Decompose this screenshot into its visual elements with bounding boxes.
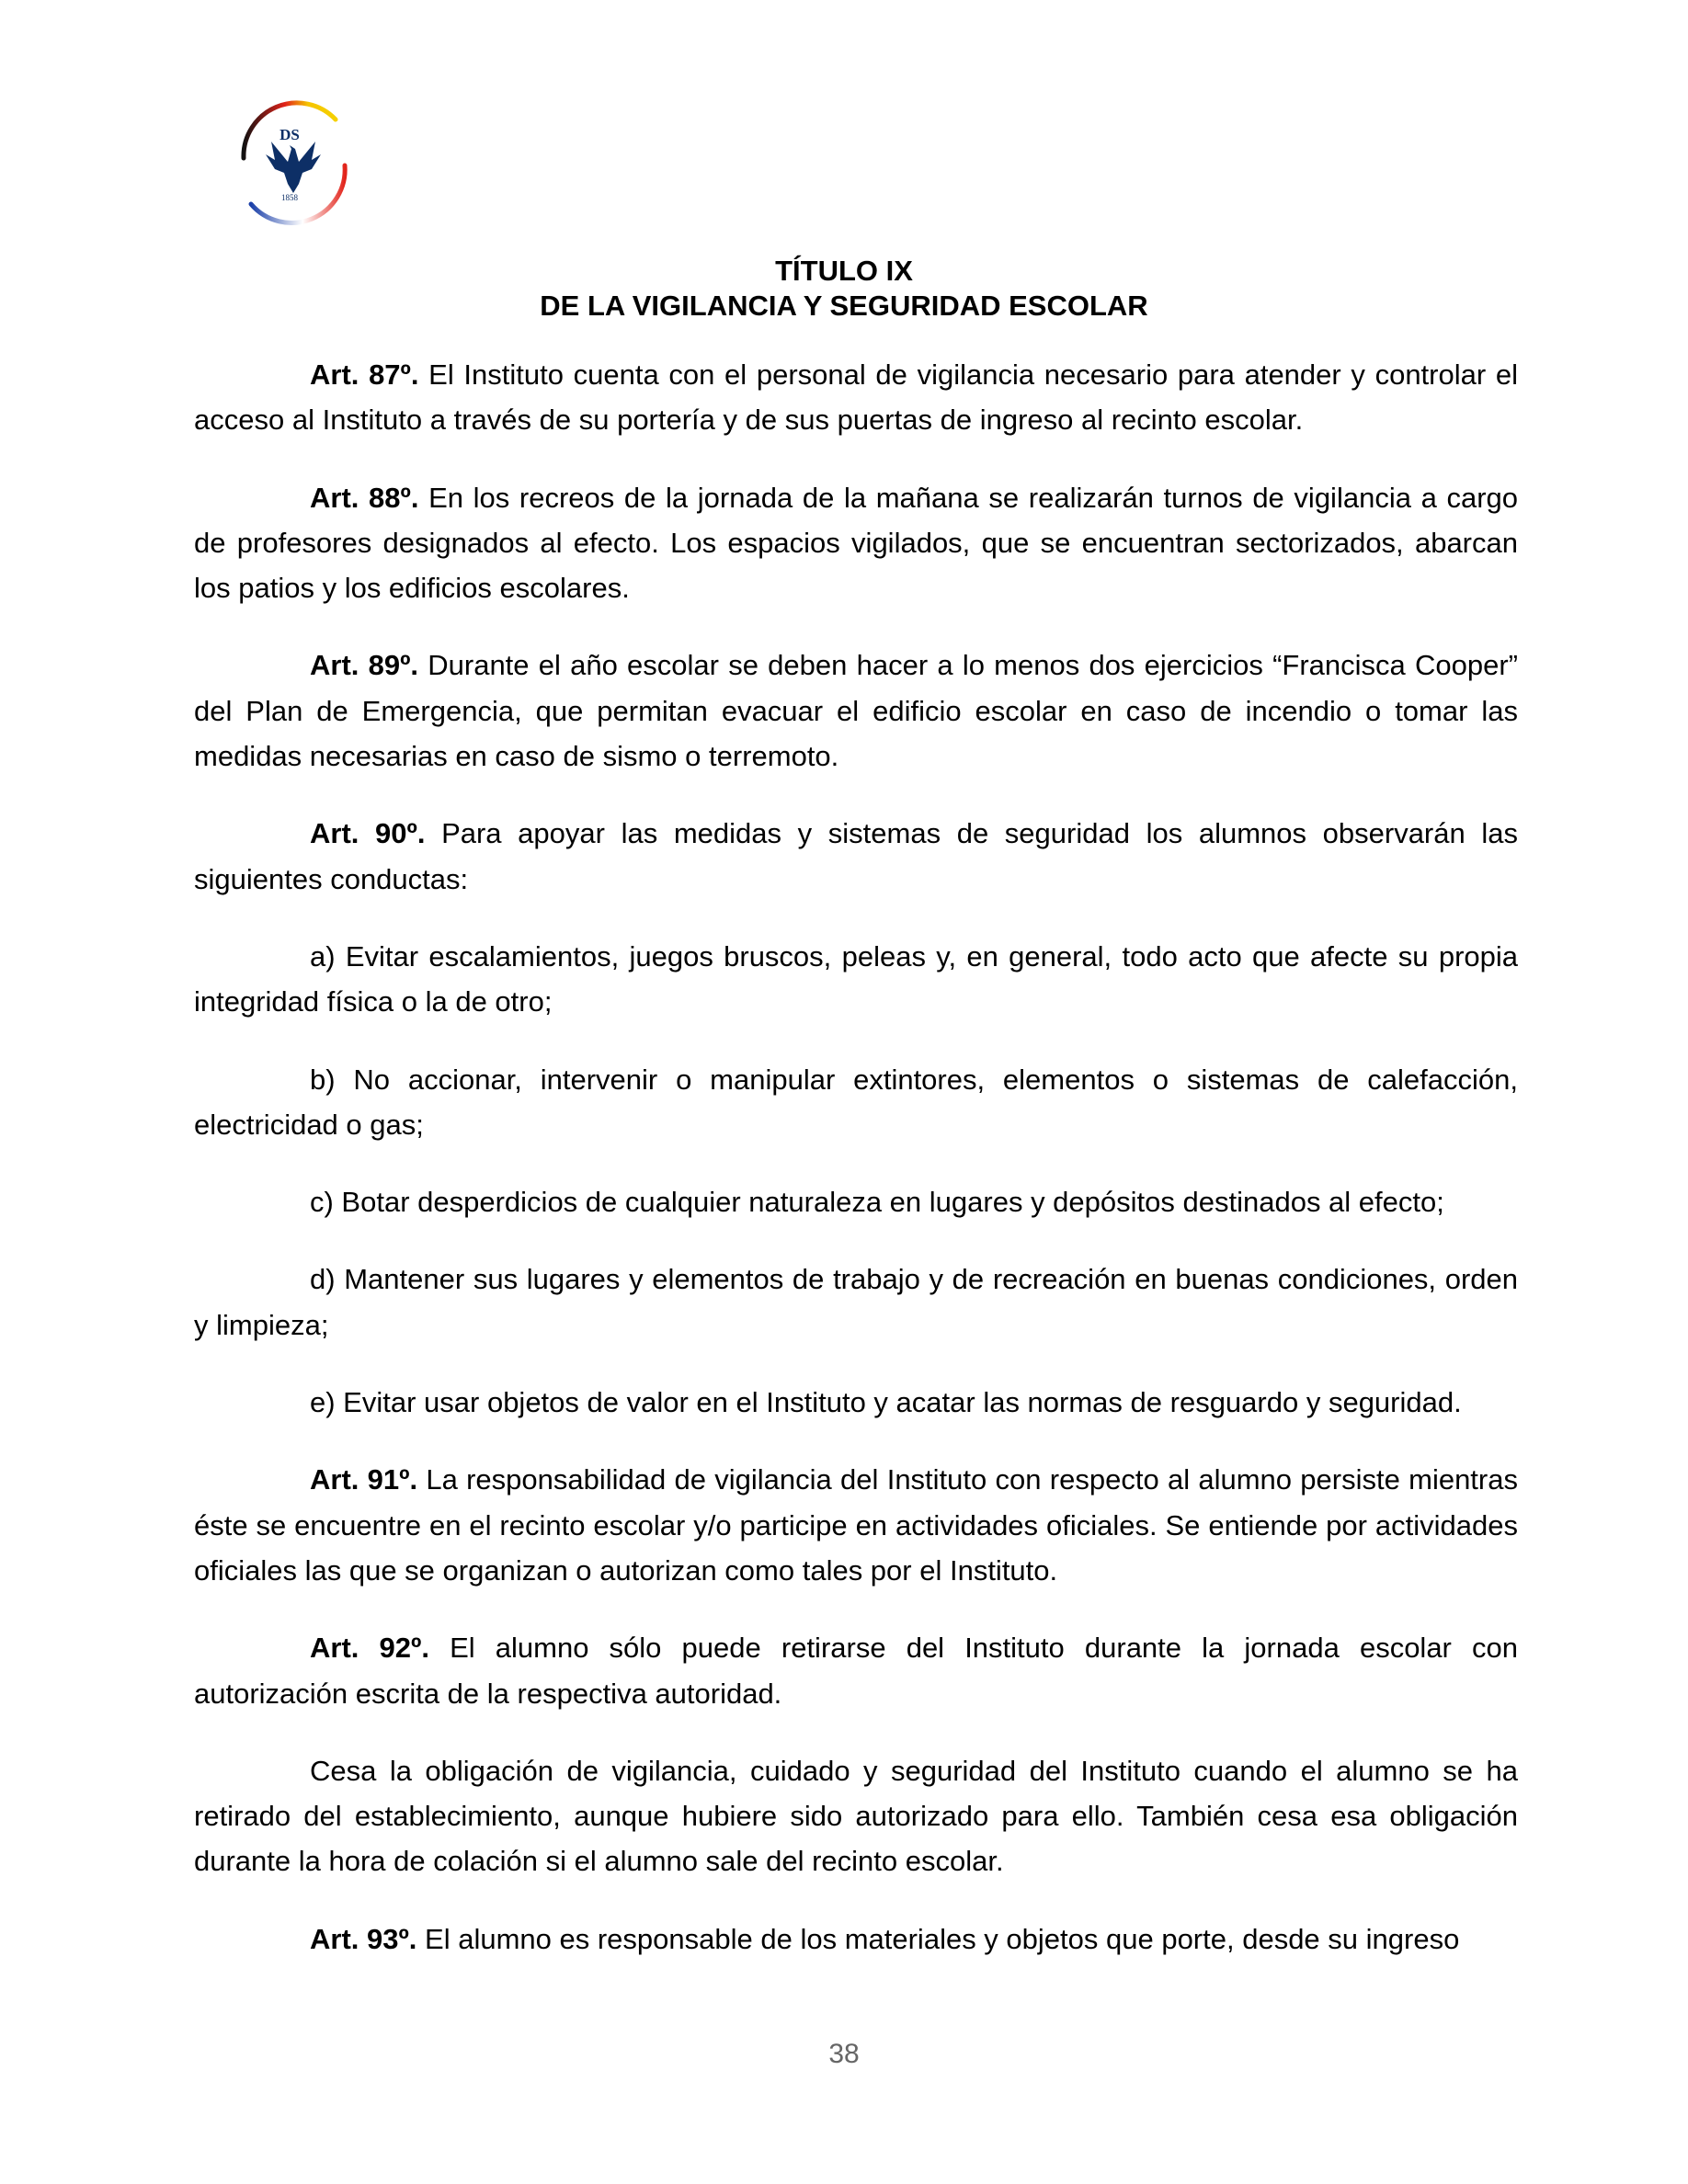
title-number: TÍTULO IX bbox=[775, 255, 913, 287]
school-logo bbox=[225, 92, 363, 230]
title-heading: DE LA VIGILANCIA Y SEGURIDAD ESCOLAR bbox=[540, 290, 1148, 322]
paragraph bbox=[194, 1257, 1518, 1348]
paragraph bbox=[194, 1748, 1518, 1884]
paragraph bbox=[194, 475, 1518, 611]
paragraph-text: a) Evitar escalamientos, juegos bruscos, peleas y, en general, todo acto que afecte su propia integridad física o la de otro; bbox=[194, 939, 1518, 1018]
article-label: Art. 92º. bbox=[310, 1632, 429, 1665]
paragraph-text: d) Mantener sus lugares y elementos de trabajo y de recreación en buenas condiciones, orden y limpieza; bbox=[194, 1263, 1518, 1341]
paragraph-text: El alumno sólo puede retirarse del Instituto durante la jornada escolar con autorización escrita de la respectiva autoridad. bbox=[194, 1632, 1518, 1710]
article-label: Art. 91º. bbox=[310, 1463, 418, 1496]
svg-text:1858: 1858 bbox=[281, 193, 298, 202]
paragraph-text: Cesa la obligación de vigilancia, cuidado y seguridad del Instituto cuando el alumno se ha retirado del establecimiento, aunque hubiere sido autorizado para ello. También cesa esa obligación durante la hora de colación si el alumno sale del recinto escolar. bbox=[194, 1754, 1518, 1878]
article-label: Art. 87º. bbox=[310, 358, 419, 391]
paragraph-text: En los recreos de la jornada de la mañana se realizarán turnos de vigilancia a cargo de profesores designados al efecto. Los espacios vigilados, que se encuentran sectorizados, abarcan los patios y los edificios escolares. bbox=[194, 481, 1519, 605]
paragraph-text: b) No accionar, intervenir o manipular extintores, elementos o sistemas de calefacción, electricidad o gas; bbox=[194, 1063, 1518, 1141]
article-label: Art. 93º. bbox=[310, 1922, 417, 1955]
paragraph-text: e) Evitar usar objetos de valor en el Instituto y acatar las normas de resguardo y seguridad. bbox=[310, 1386, 1462, 1419]
paragraph bbox=[194, 934, 1518, 1025]
article-label: Art. 90º. bbox=[310, 817, 426, 850]
section-title bbox=[0, 254, 1688, 324]
paragraph bbox=[194, 1380, 1518, 1425]
paragraph bbox=[194, 1179, 1518, 1224]
page-number: 38 bbox=[828, 2039, 860, 2069]
svg-text:DS: DS bbox=[279, 126, 300, 143]
paragraph-text: Durante el año escolar se deben hacer a lo menos dos ejercicios “Francisca Cooper” del Plan de Emergencia, que permitan evacuar el edificio escolar en caso de incendio o tomar las medidas necesarias en caso de sismo o terremoto. bbox=[194, 649, 1518, 773]
paragraph-text: c) Botar desperdicios de cualquier naturaleza en lugares y depósitos destinados al efecto; bbox=[310, 1186, 1444, 1219]
paragraph bbox=[194, 352, 1518, 443]
paragraph-text: Para apoyar las medidas y sistemas de seguridad los alumnos observarán las siguientes conductas: bbox=[194, 817, 1518, 895]
paragraph bbox=[194, 811, 1518, 902]
article-label: Art. 88º. bbox=[310, 481, 419, 514]
paragraph-text: La responsabilidad de vigilancia del Instituto con respecto al alumno persiste mientras éste se encuentre en el recinto escolar y/o participe en actividades oficiales. Se entiende por actividades oficiales las que se organizan o autorizan como tales por el Instituto. bbox=[194, 1463, 1518, 1587]
paragraph-text: El Instituto cuenta con el personal de vigilancia necesario para atender y controlar el acceso al Instituto a través de su portería y de sus puertas de ingreso al recinto escolar. bbox=[194, 358, 1518, 437]
paragraph bbox=[194, 1057, 1518, 1148]
paragraph bbox=[194, 1625, 1518, 1716]
paragraph bbox=[194, 1457, 1518, 1593]
document-body bbox=[194, 352, 1518, 1994]
paragraph-text: El alumno es responsable de los materiales y objetos que porte, desde su ingreso bbox=[416, 1922, 1460, 1955]
paragraph bbox=[194, 643, 1518, 779]
paragraph bbox=[194, 1917, 1518, 1962]
article-label: Art. 89º. bbox=[310, 649, 419, 682]
